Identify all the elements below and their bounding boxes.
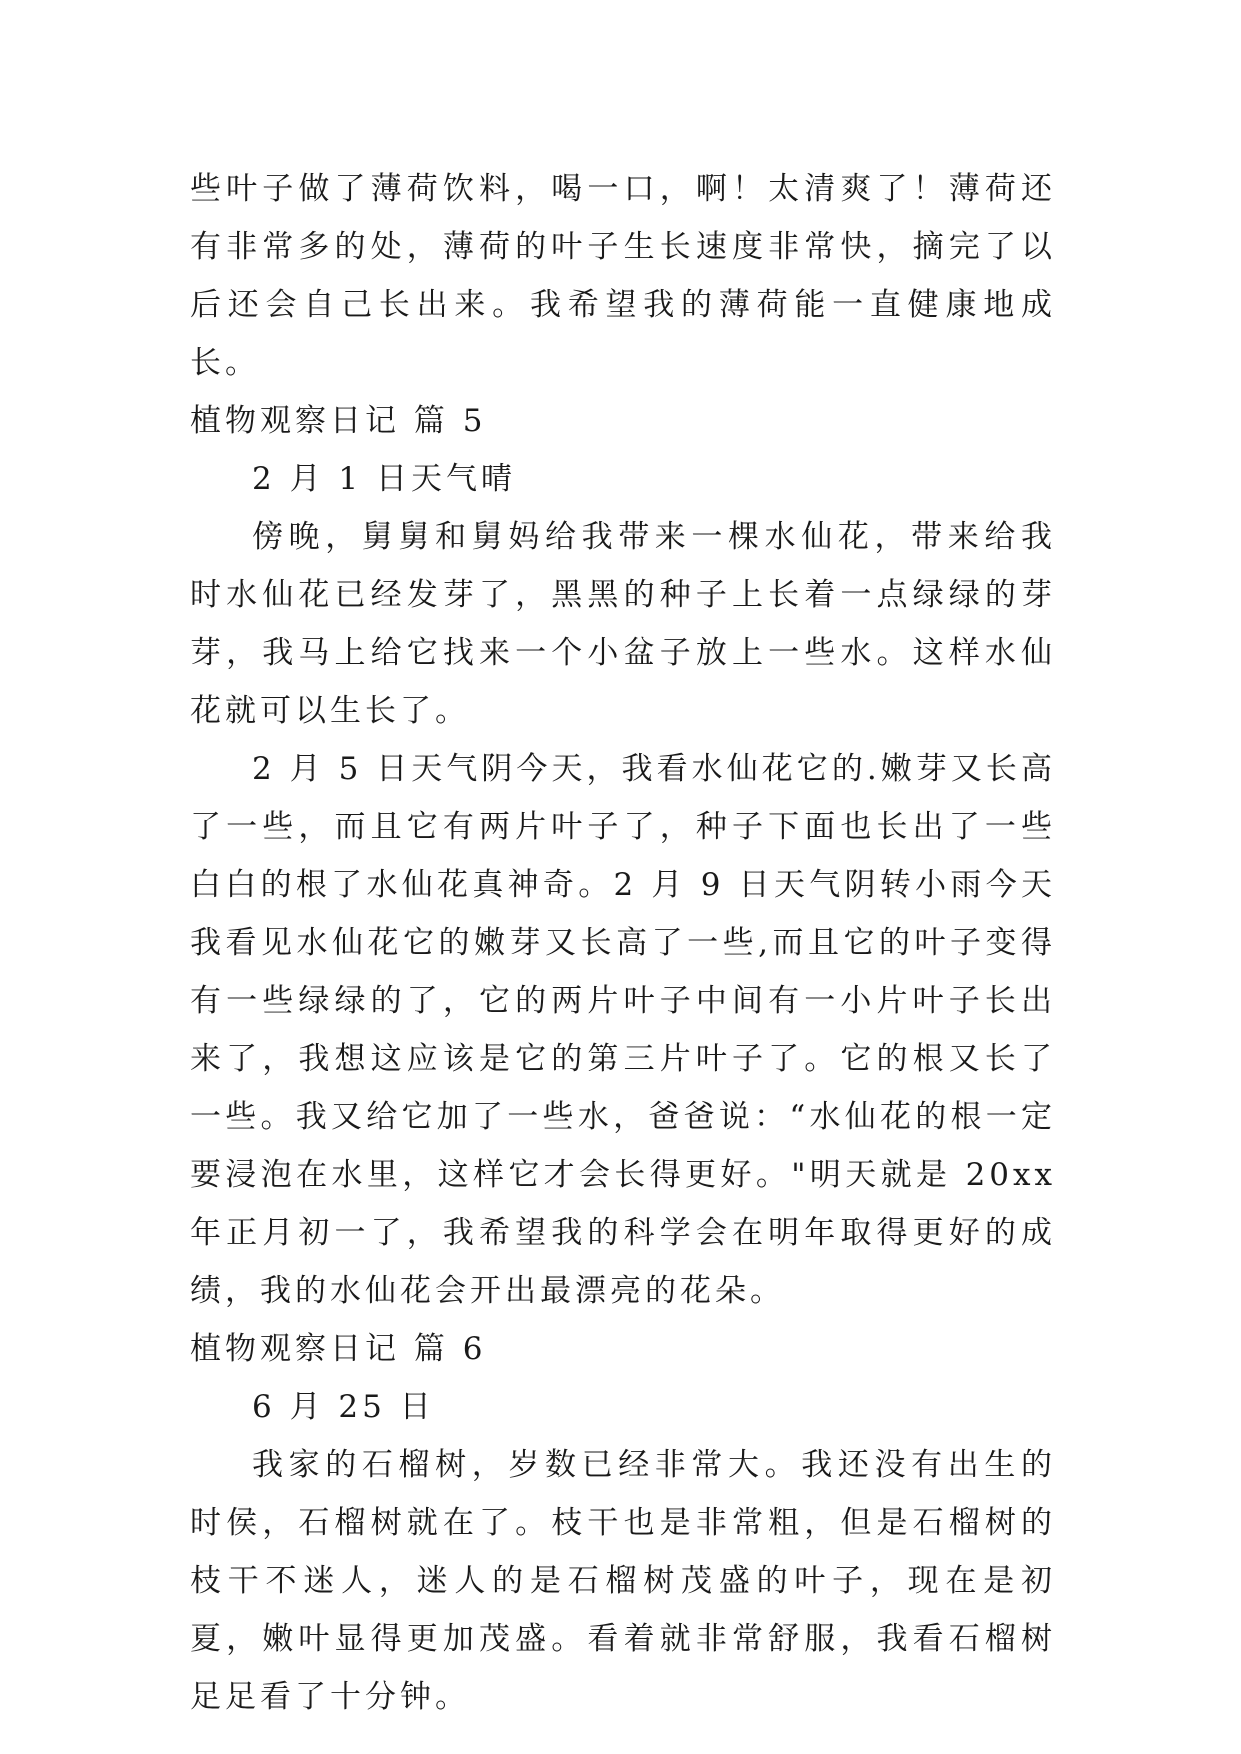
document-body — [190, 160, 1056, 1726]
section-heading-5: 植物观察日记 篇 5 — [190, 403, 487, 439]
diary-date-feb-1: 2 月 1 日天气晴 — [252, 461, 517, 497]
paragraph-narcissus-growth: 2 月 5 日天气阴今天，我看水仙花它的.嫩芽又长高了一些，而且它有两片叶子了，种子下面也长出了一些白白的根了水仙花真神奇。2 月 9 日天气阴转小雨今天我看见水仙花它的嫩芽又长高了一些,而且它的叶子变得有一些绿绿的了，它的两片叶子中间有一小片叶子长出来了，我想这应该是它的第三片叶子了。它的根又长了一些。我又给它加了一些水，爸爸说：“水仙花的根一定要浸泡在水里，这样它才会长得更好。"明天就是 20xx 年正月初一了，我希望我的科学会在明年取得更好的成绩，我的水仙花会开出最漂亮的花朵。 — [190, 751, 1056, 1309]
section-heading-6: 植物观察日记 篇 6 — [190, 1331, 487, 1367]
paragraph-narcissus-arrival: 傍晚，舅舅和舅妈给我带来一棵水仙花，带来给我时水仙花已经发芽了，黑黑的种子上长着一点绿绿的芽芽，我马上给它找来一个小盆子放上一些水。这样水仙花就可以生长了。 — [190, 519, 1056, 729]
paragraph-pomegranate-tree: 我家的石榴树，岁数已经非常大。我还没有出生的时侯，石榴树就在了。枝干也是非常粗，但是石榴树的枝干不迷人，迷人的是石榴树茂盛的叶子，现在是初夏，嫩叶显得更加茂盛。看着就非常舒服，我看石榴树足足看了十分钟。 — [190, 1447, 1056, 1715]
paragraph-mint-ending: 些叶子做了薄荷饮料，喝一口，啊！太清爽了！薄荷还有非常多的处，薄荷的叶子生长速度非常快，摘完了以后还会自己长出来。我希望我的薄荷能一直健康地成长。 — [190, 171, 1056, 381]
diary-date-jun-25: 6 月 25 日 — [252, 1389, 435, 1425]
